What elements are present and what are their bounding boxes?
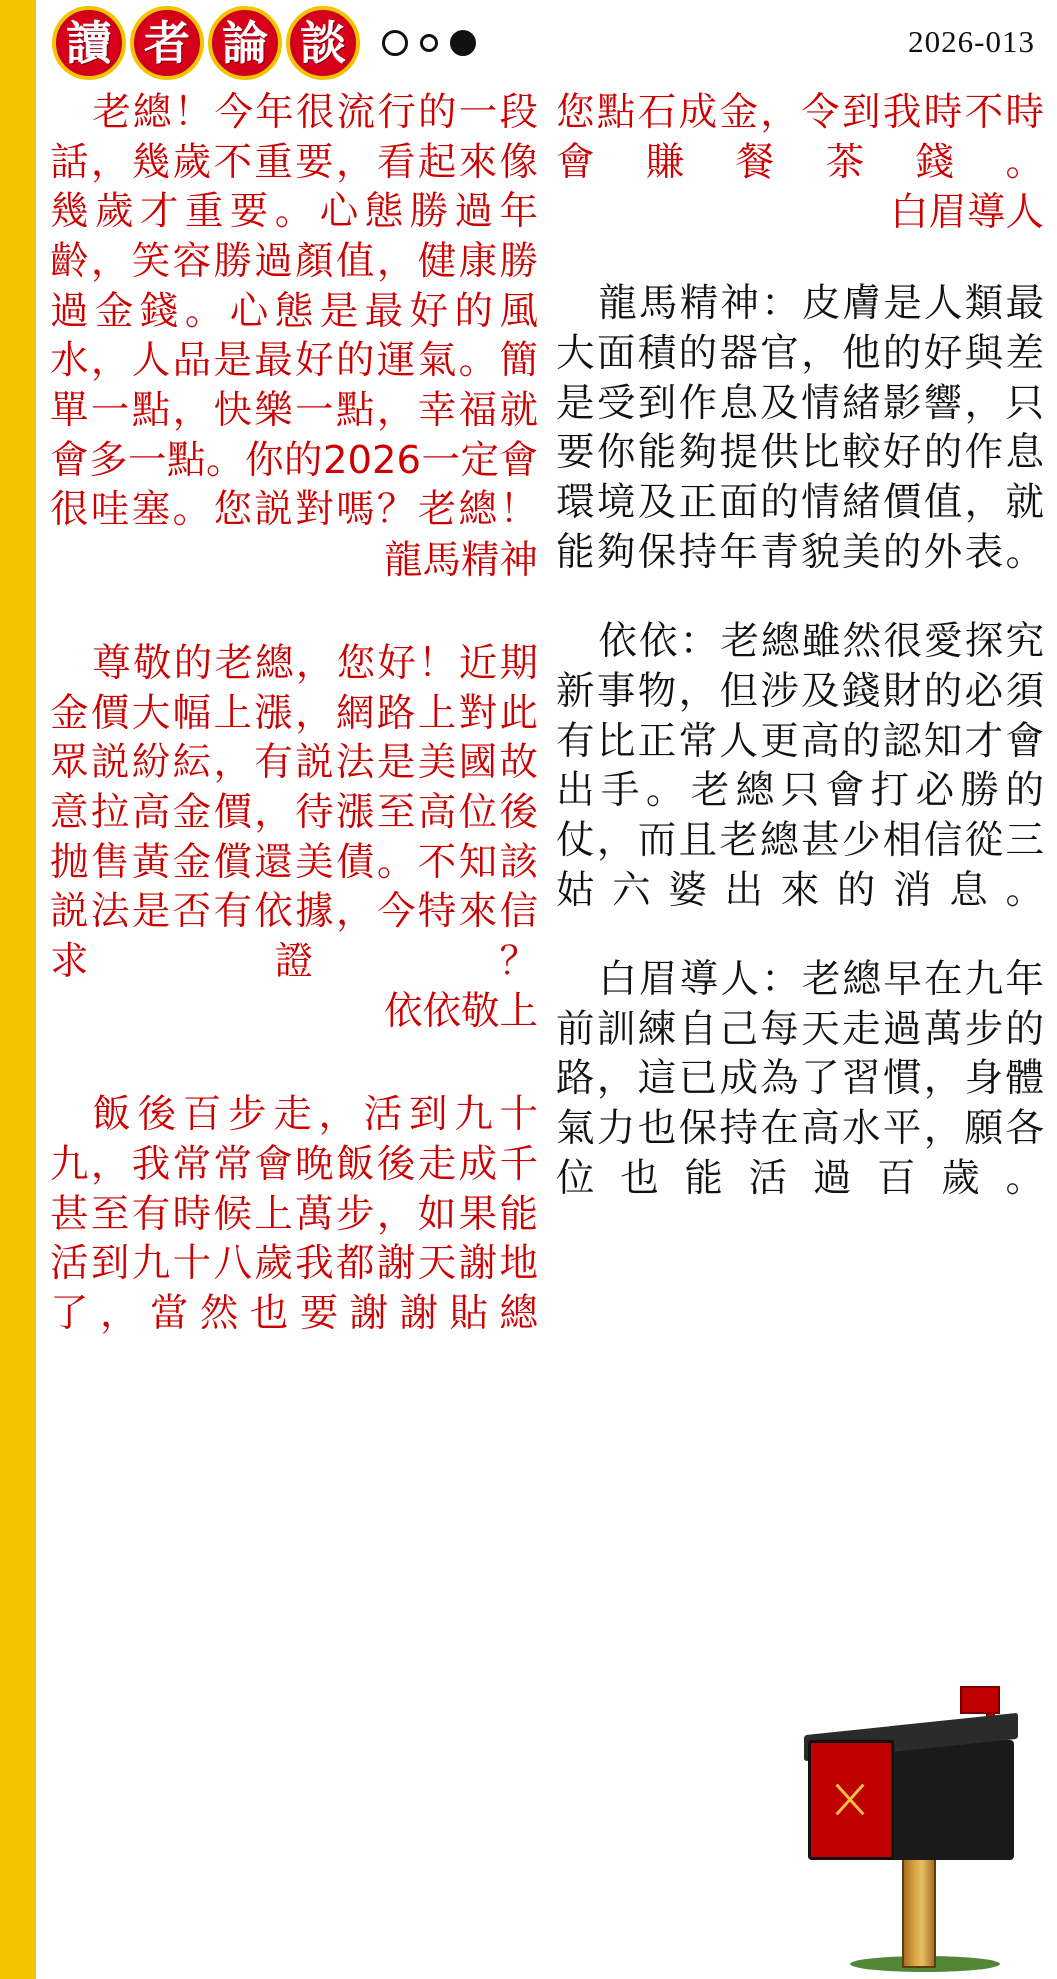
decorative-dots <box>382 30 476 56</box>
circle-outline-icon <box>382 30 408 56</box>
logo-char-1: 讀 <box>52 6 126 80</box>
right-column <box>546 88 1056 1968</box>
circle-outline-small-icon <box>420 34 438 52</box>
letter-2-body: 尊敬的老總，您好！近期金價大幅上漲，網路上對此眾説紛紜，有説法是美國故意拉高金價，待漲至高位後抛售黃金償還美債。不知該説法是否有依據，今特來信求證？ <box>50 640 538 984</box>
mailbox-door-cross-icon <box>830 1774 870 1822</box>
circle-filled-icon <box>450 30 476 56</box>
letter-2-signature: 依依敬上 <box>383 989 538 1035</box>
reply-4-body: 白眉導人：老總早在九年前訓練自己每天走過萬步的路，這已成為了習慣，身體氣力也保持在高水平，願各位也能活過百歲。 <box>556 957 1044 1201</box>
reply-2-body: 龍馬精神：皮膚是人類最大面積的器官，他的好與差是受到作息及情緒影響，只要你能夠提供比較好的作息環境及正面的情緒價值，就能夠保持年青貌美的外表。 <box>556 281 1044 575</box>
article-columns <box>36 88 1057 1968</box>
left-yellow-sidebar <box>0 0 36 1979</box>
reply-1-body: 您點石成金，令到我時不時會賺餐茶錢。 <box>556 90 1044 185</box>
masthead-logo <box>52 6 476 80</box>
reply-3-body: 依依：老總雖然很愛探究新事物，但涉及錢財的必須有比正常人更高的認知才會出手。老總只會打必勝的仗，而且老總甚少相信從三姑六婆出來的消息。 <box>556 619 1044 913</box>
mailbox-flag <box>960 1686 1000 1714</box>
issue-code: 2026-013 <box>908 24 1035 59</box>
logo-char-2: 者 <box>130 6 204 80</box>
mailbox-illustration <box>790 1678 1050 1968</box>
page-header <box>36 0 1057 86</box>
logo-char-4: 談 <box>286 6 360 80</box>
logo-char-3: 論 <box>208 6 282 80</box>
letter-1-body: 老總！今年很流行的一段話，幾歲不重要，看起來像幾歲才重要。心態勝過年齡，笑容勝過顏值，健康勝過金錢。心態是最好的風水，人品是最好的運氣。簡單一點，快樂一點，幸福就會多一點。你的2026一定會很哇塞。您説對嗎？老總！ <box>50 90 538 533</box>
letter-1-signature: 龍馬精神 <box>383 537 538 583</box>
reply-1-signature: 白眉導人 <box>889 190 1044 236</box>
left-column <box>36 88 546 1968</box>
letter-3-body: 飯後百步走，活到九十九，我常常會晚飯後走成千甚至有時候上萬步，如果能活到九十八歲我都謝天謝地了，當然也要謝謝貼總 <box>50 1092 538 1337</box>
